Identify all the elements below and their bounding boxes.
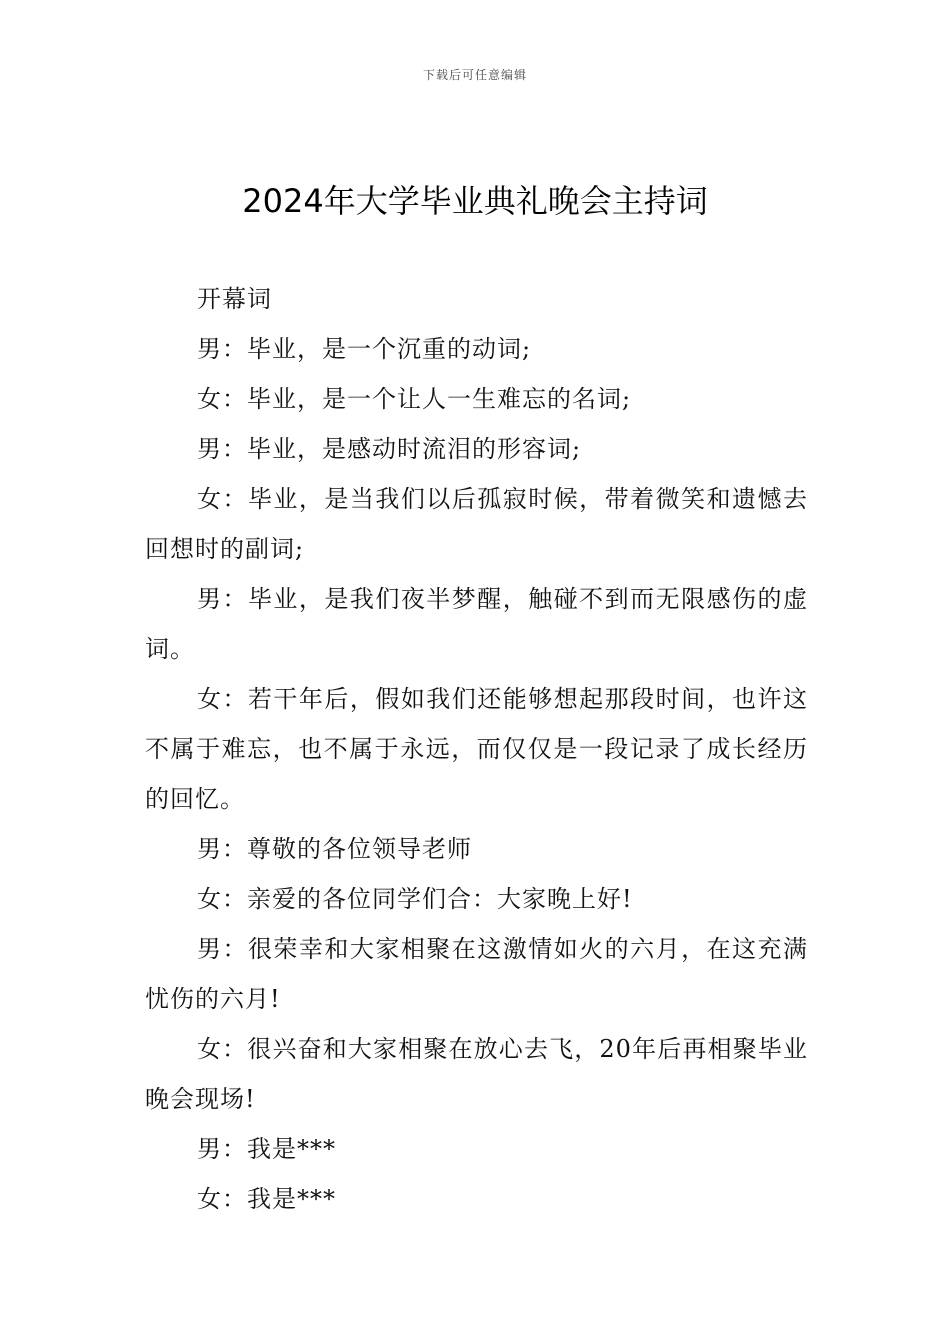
paragraph: 男：毕业，是感动时流泪的形容词;	[197, 435, 582, 463]
paragraph: 男：很荣幸和大家相聚在这激情如火的六月，在这充满忧伤的六月!	[145, 935, 808, 1013]
paragraph-opening-heading: 开幕词	[197, 285, 272, 313]
paragraph: 女：亲爱的各位同学们合：大家晚上好!	[197, 885, 633, 913]
paragraph: 男：毕业，是我们夜半梦醒，触碰不到而无限感伤的虚词。	[145, 585, 808, 663]
document-body	[145, 274, 808, 1224]
paragraph: 男：尊敬的各位领导老师	[197, 835, 472, 863]
paragraph: 女：我是***	[197, 1185, 336, 1213]
paragraph: 女：毕业，是一个让人一生难忘的名词;	[197, 385, 632, 413]
paragraph: 男：毕业，是一个沉重的动词;	[197, 335, 532, 363]
paragraph: 女：若干年后，假如我们还能够想起那段时间，也许这不属于难忘，也不属于永远，而仅仅是一段记录了成长经历的回忆。	[145, 685, 808, 813]
paragraph: 男：我是***	[197, 1135, 336, 1163]
paragraph: 女：毕业，是当我们以后孤寂时候，带着微笑和遗憾去回想时的副词;	[145, 485, 808, 563]
paragraph: 女：很兴奋和大家相聚在放心去飞，20年后再相聚毕业晚会现场!	[145, 1035, 808, 1113]
header-note: 下载后可任意编辑	[422, 68, 527, 82]
document-title: 2024年大学毕业典礼晚会主持词	[242, 182, 708, 220]
